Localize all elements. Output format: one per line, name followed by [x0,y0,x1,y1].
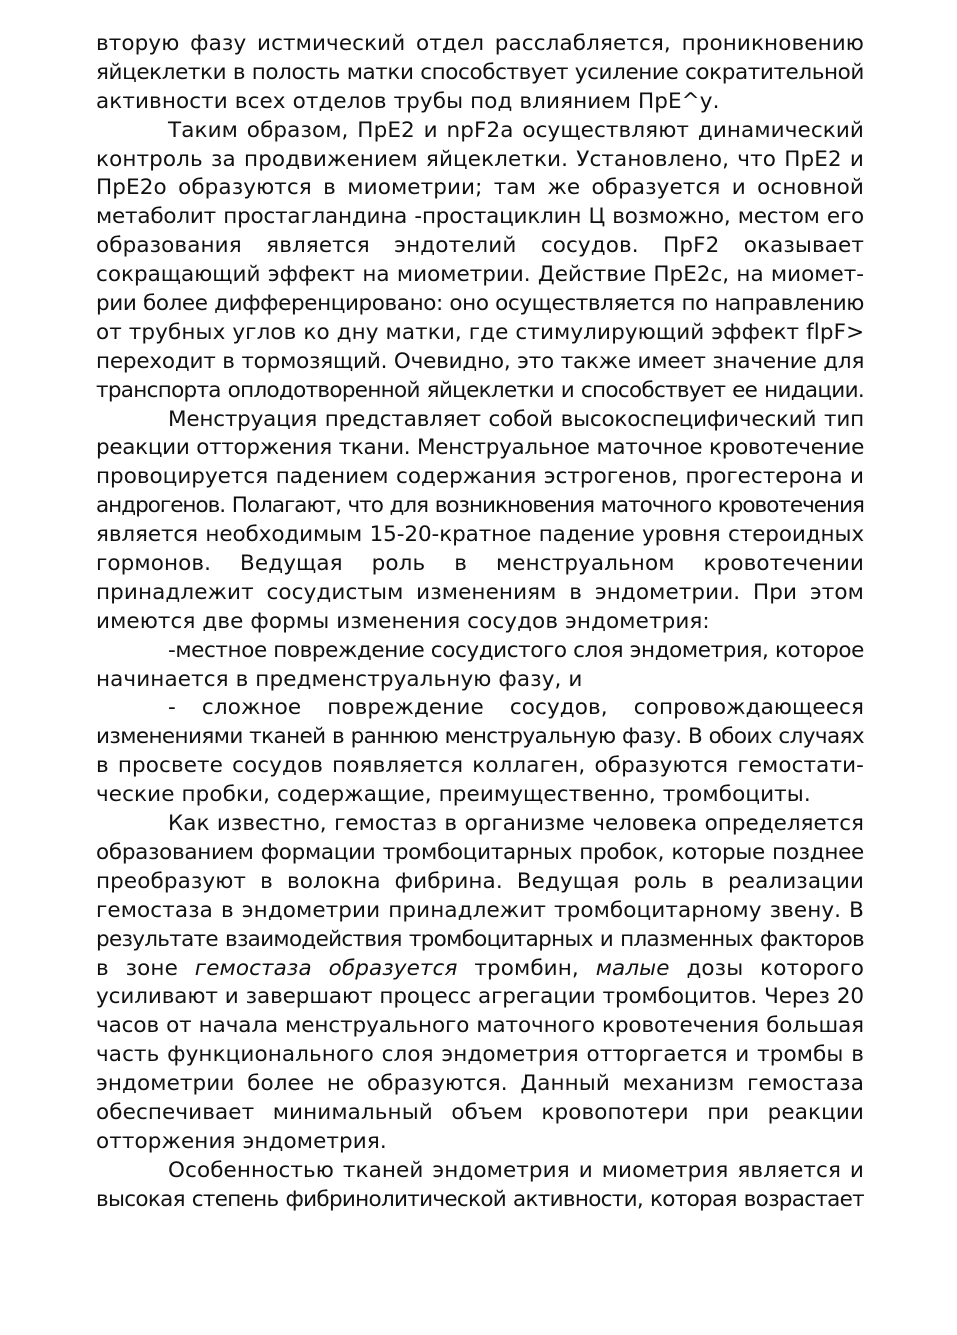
text-line: - сложное повреждение сосудов, сопровождающееся [168,695,864,721]
text-line: обеспечивает минимальный объем кровопотери при реакции [96,1099,864,1125]
text-run: в зоне [96,955,178,981]
text-line: имеются две формы изменения сосудов эндометрия: [96,608,710,634]
text-line: -местное повреждение сосудистого слоя эндометрия, которое [168,637,864,663]
text-line: вторую фазу истмический отдел расслабляется, проникновению [96,31,864,56]
text-line: Менструация представляет собой высокоспецифический тип [168,406,864,432]
text-line: сокращающий эффект на миометрии. Действие ПрЕ2с, на миомет- [96,262,864,288]
text-line: Таким образом, ПрЕ2 и npF2a осуществляют динамический [168,117,864,143]
text-line: контроль за продвижением яйцеклетки. Установлено, что ПрЕ2 и [96,146,864,172]
text-line: транспорта оплодотворенной яйцеклетки и способствует ее нидации. [96,377,864,403]
italic-run: гемостаза образуется [194,955,458,981]
text-line: андрогенов. Полагают, что для возникновения маточного кровотечения [96,493,864,519]
text-line: провоцируется падением содержания эстрогенов, прогестерона и [96,464,864,490]
text-run: тромбин, [474,955,579,981]
text-line: эндометрии более не образуются. Данный механизм гемостаза [96,1071,864,1097]
text-line: принадлежит сосудистым изменениям в эндометрии. При этом [96,579,864,605]
text-line: Особенностью тканей эндометрия и миометрия является и [168,1157,864,1183]
document-page [96,30,864,1215]
text-line: результате взаимодействия тромбоцитарных и плазменных факторов [96,926,864,952]
text-line: в просвете сосудов появляется коллаген, образуются гемостати- [96,753,864,779]
text-line: рии более дифференцировано: оно осуществляется по направлению [96,291,864,317]
text-line: высокая степень фибринолитической активности, которая возрастает [96,1186,864,1212]
text-line: отторжения эндометрия. [96,1128,387,1154]
text-line: реакции отторжения ткани. Менструальное маточное кровотечение [96,435,864,461]
text-line: метаболит простагландина -простациклин Ц возможно, местом его [96,204,864,230]
text-line: усиливают и завершают процесс агрегации тромбоцитов. Через 20 [96,984,864,1010]
text-line: часов от начала менструального маточного кровотечения большая [96,1013,864,1039]
text-line: часть функционального слоя эндометрия отторгается и тромбы в [96,1042,864,1068]
text-line: переходит в тормозящий. Очевидно, это также имеет значение для [96,348,865,374]
text-line: изменениями тканей в раннюю менструальную фазу. В обоих случаях [96,724,864,750]
text-line: является необходимым 15-20-кратное падение уровня стероидных [96,522,864,548]
text-line: от трубных углов ко дну матки, где стимулирующий эффект flpF> [96,319,865,345]
italic-run: малые [595,955,670,981]
text-line: образованием формации тромбоцитарных пробок, которые позднее [96,839,864,865]
text-line: гормонов. Ведущая роль в менструальном кровотечении [96,551,864,577]
text-line: активности всех отделов трубы под влиянием ПрЕ^у. [96,88,720,114]
text-run: дозы которого [686,955,865,981]
text-line: ПрЕ2о образуются в миометрии; там же образуется и основной [96,175,864,201]
text-line: ческие пробки, содержащие, преимущественно, тромбоциты. [96,782,811,808]
text-line: преобразуют в волокна фибрина. Ведущая роль в реализации [96,868,864,894]
text-line-mixed [96,955,864,984]
text-line: гемостаза в эндометрии принадлежит тромбоцитарному звену. В [96,897,864,923]
text-line: образования является эндотелий сосудов. ПрF2 оказывает [96,233,864,259]
text-line: Как известно, гемостаз в организме человека определяется [168,811,864,837]
text-line: яйцеклетки в полость матки способствует усиление сократительной [96,59,864,85]
text-line: начинается в предменструальную фазу, и [96,666,583,692]
